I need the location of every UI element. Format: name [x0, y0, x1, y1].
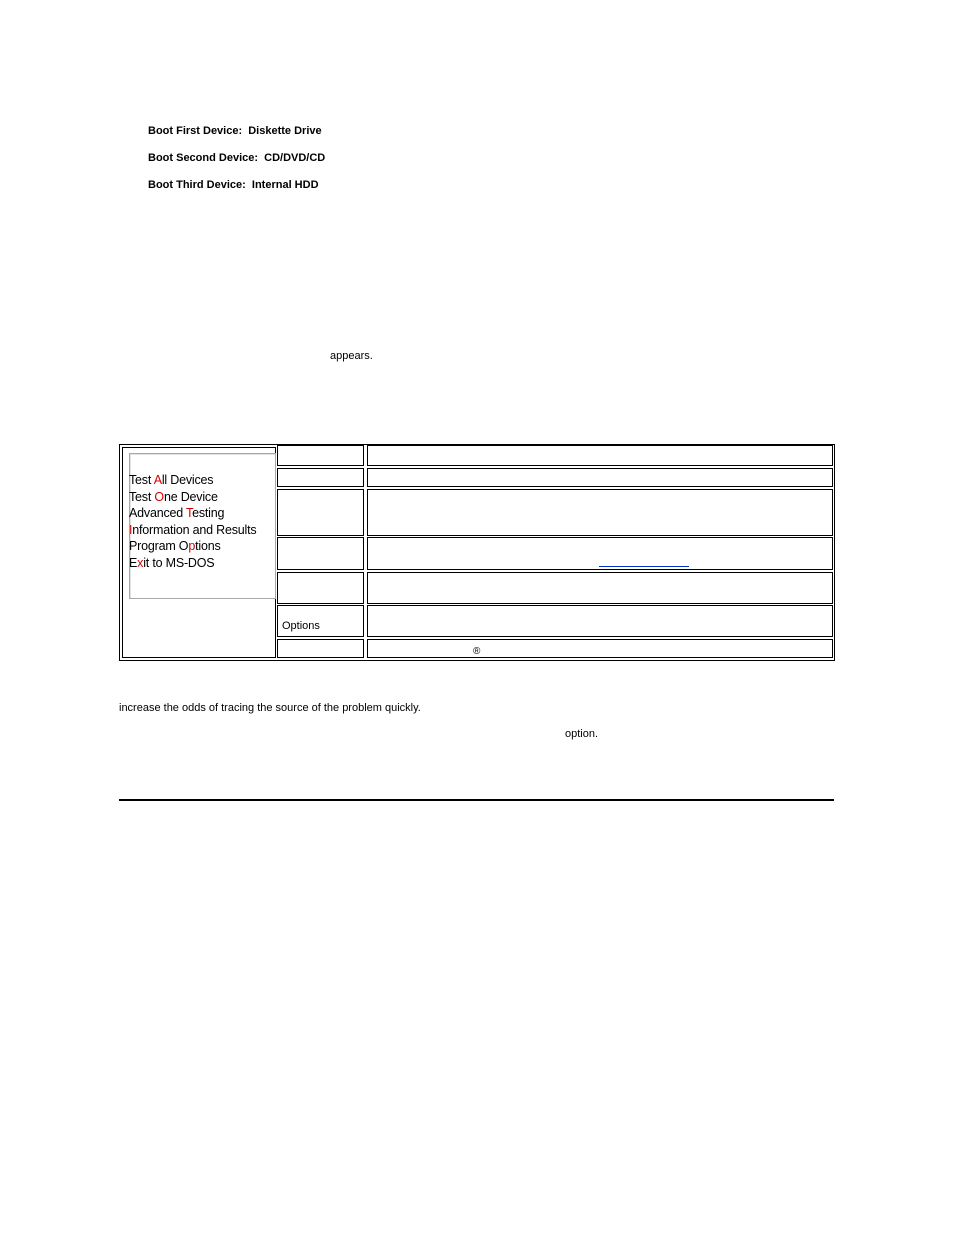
desc-cell-6: [367, 605, 833, 637]
label-cell-2: [277, 468, 364, 487]
label-cell-5: [277, 572, 364, 604]
desc-cell-3: [367, 489, 833, 536]
options-label: Options: [282, 620, 320, 632]
boot-third-device: Boot Third Device: Internal HDD: [148, 179, 319, 191]
boot-second-device: Boot Second Device: CD/DVD/CD: [148, 152, 326, 164]
menu-item-program-options[interactable]: Program Options: [129, 539, 221, 554]
menu-item-test-all-devices[interactable]: Test All Devices: [129, 473, 214, 487]
label-cell-options: [277, 605, 364, 637]
label-cell-7: [277, 639, 364, 658]
menu-item-information-and-results[interactable]: Information and Results: [129, 522, 257, 537]
option-text: option.: [565, 728, 599, 740]
horizontal-rule: [119, 799, 834, 801]
odds-text: increase the odds of tracing the source of the problem quickly.: [119, 702, 421, 714]
desc-cell-2: [367, 468, 833, 487]
desc-cell-7: [367, 639, 833, 658]
menu-item-test-one-device[interactable]: Test One Device: [129, 489, 218, 504]
menu-item-advanced-testing[interactable]: Advanced Testing: [129, 506, 225, 521]
label-cell-3: [277, 489, 364, 536]
menu-item-exit-to-ms-dos[interactable]: Exit to MS-DOS: [129, 555, 215, 570]
appears-text: appears.: [330, 350, 373, 362]
registered-mark: ®: [473, 646, 481, 657]
diagnostics-menu-table: [119, 444, 835, 661]
menu-screenshot-cell: [122, 447, 276, 658]
hyperlink[interactable]: [599, 566, 689, 567]
boot-first-device: Boot First Device: Diskette Drive: [148, 125, 322, 137]
desc-cell-4: [367, 537, 833, 570]
label-cell-1: [277, 445, 364, 466]
desc-cell-1: [367, 445, 833, 466]
desc-cell-5: [367, 572, 833, 604]
label-cell-4: [277, 537, 364, 570]
main-menu-list: [129, 472, 256, 572]
